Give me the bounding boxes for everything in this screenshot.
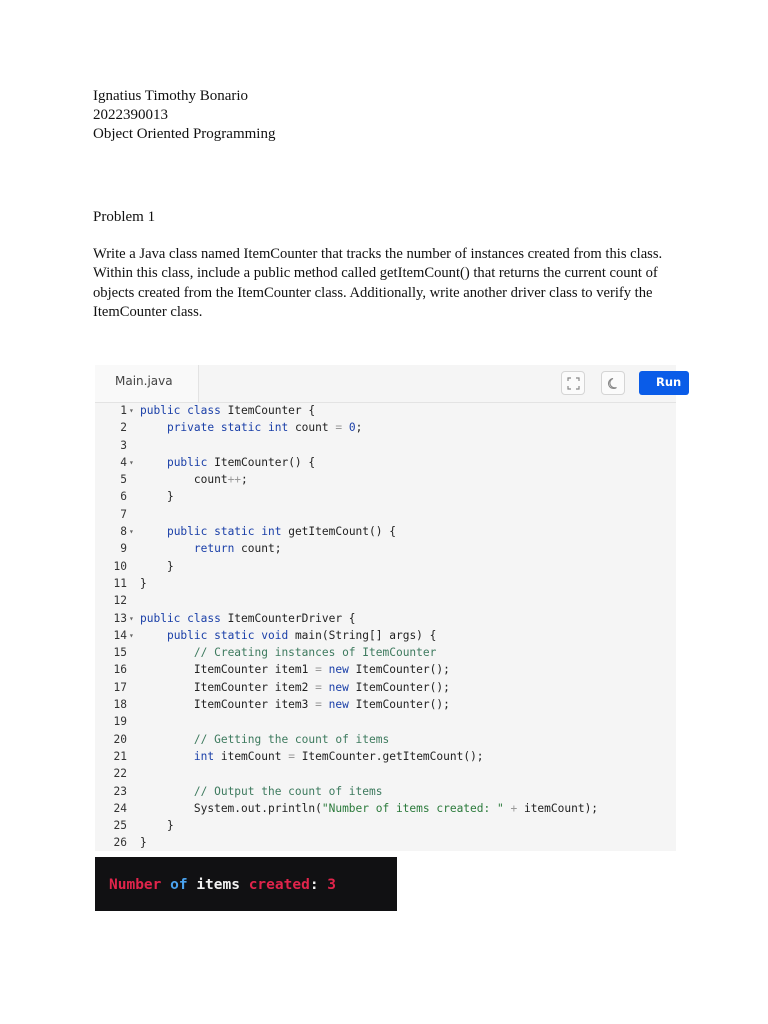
code-token: ItemCounter item1 — [140, 663, 316, 677]
code-token: ItemCounter.getItemCount(); — [301, 749, 484, 763]
code-token: // Getting the count of items — [193, 732, 390, 746]
line-number: 11 — [113, 576, 127, 590]
code-token: getItemCount() { — [288, 525, 396, 539]
line-number: 9 — [120, 542, 127, 556]
code-token: return — [193, 542, 242, 556]
code-token: 0 — [348, 421, 356, 435]
file-tab-label: Main.java — [115, 374, 173, 388]
code-text — [140, 627, 436, 644]
fold-arrow-icon[interactable]: ▾ — [129, 457, 134, 467]
code-token: ItemCounter { — [227, 404, 316, 417]
code-text — [140, 610, 356, 627]
code-token: // Output the count of items — [193, 784, 383, 798]
code-text — [140, 558, 174, 575]
code-token: = — [288, 749, 302, 763]
code-editor-screenshot — [95, 365, 682, 851]
line-number: 13 — [113, 611, 127, 625]
code-token: private static int — [166, 421, 295, 435]
code-token: count; — [241, 542, 282, 556]
code-line — [95, 765, 676, 782]
line-number: 23 — [113, 784, 127, 798]
line-number: 3 — [120, 438, 127, 452]
line-number: 8 — [120, 525, 127, 539]
code-text — [140, 540, 281, 557]
course-name: Object Oriented Programming — [93, 126, 276, 142]
author-name: Ignatius Timothy Bonario — [93, 88, 249, 104]
code-token — [140, 750, 194, 763]
problem-description: Write a Java class named ItemCounter that tracks the number of instances created from this class. Within this class, include a public method called getItemCount() that returns the current count of objects created from the ItemCounter class. Additionally, write another driver class to verify the ItemCounter class. — [93, 246, 663, 320]
code-line — [95, 644, 676, 661]
code-token — [140, 646, 194, 659]
code-token: ItemCounter(); — [355, 680, 450, 694]
code-token: } — [140, 559, 174, 573]
console-token: : — [309, 877, 328, 893]
code-area[interactable] — [95, 402, 676, 852]
code-token: public static void — [166, 628, 295, 642]
code-token: ItemCounterDriver { — [227, 611, 356, 625]
console-token: of — [170, 877, 197, 893]
code-token: new — [328, 663, 356, 677]
code-token — [140, 785, 194, 798]
fullscreen-icon — [567, 377, 580, 390]
code-line — [95, 800, 676, 817]
code-line — [95, 610, 676, 627]
code-text — [140, 783, 382, 800]
code-text — [140, 748, 484, 765]
code-line — [95, 575, 676, 592]
code-token: } — [140, 490, 174, 504]
code-token — [140, 629, 167, 642]
code-token: public class — [140, 611, 228, 625]
student-id: 2022390013 — [93, 107, 168, 123]
fullscreen-button[interactable] — [561, 371, 585, 395]
code-line — [95, 661, 676, 678]
code-token: new — [328, 680, 356, 694]
code-line — [95, 817, 676, 834]
code-line — [95, 748, 676, 765]
code-line — [95, 713, 676, 730]
document-header — [93, 87, 275, 144]
code-token: ; — [355, 421, 363, 435]
console-token: created — [248, 877, 310, 893]
run-button[interactable] — [639, 371, 689, 395]
code-text — [140, 800, 598, 817]
code-line — [95, 402, 676, 419]
fold-arrow-icon[interactable]: ▾ — [129, 406, 134, 415]
line-number: 4 — [120, 455, 127, 469]
console-output-text — [109, 877, 336, 893]
line-number: 14 — [113, 628, 127, 642]
code-line — [95, 488, 676, 505]
code-text — [140, 488, 174, 505]
code-token: itemCount); — [523, 801, 599, 815]
code-token: } — [140, 836, 147, 850]
code-token: ItemCounter() { — [214, 455, 316, 469]
code-line — [95, 627, 676, 644]
code-line — [95, 454, 676, 471]
line-number: 25 — [113, 819, 127, 833]
code-text — [140, 523, 396, 540]
code-token: + — [510, 801, 524, 815]
code-text — [140, 817, 174, 834]
code-line — [95, 558, 676, 575]
code-token: count — [140, 473, 228, 487]
editor-toolbar — [95, 365, 682, 403]
code-text — [140, 644, 436, 661]
code-line — [95, 731, 676, 748]
console-token: items — [196, 877, 249, 893]
code-line — [95, 834, 676, 851]
code-line — [95, 419, 676, 436]
code-token — [140, 421, 167, 434]
code-token — [140, 525, 167, 538]
code-token: } — [140, 576, 147, 590]
line-number: 16 — [113, 663, 127, 677]
problem-title: Problem 1 — [93, 209, 156, 225]
code-text — [140, 419, 362, 436]
code-token: System.out.println( — [140, 801, 322, 815]
code-line — [95, 679, 676, 696]
line-number: 19 — [113, 715, 127, 729]
console-token: 3 — [327, 877, 337, 893]
dark-mode-icon — [607, 377, 620, 390]
file-tab[interactable] — [95, 365, 199, 402]
line-number: 24 — [113, 801, 127, 815]
code-token: = — [315, 698, 329, 712]
code-token: // Creating instances of ItemCounter — [193, 646, 437, 660]
fold-arrow-icon[interactable]: ▾ — [129, 527, 134, 537]
code-text — [140, 731, 389, 748]
fold-arrow-icon[interactable]: ▾ — [129, 613, 134, 623]
code-text — [140, 834, 147, 851]
code-token — [140, 456, 167, 469]
code-token: ItemCounter(); — [355, 698, 450, 712]
code-token: main(String[] args) { — [294, 628, 437, 642]
theme-toggle-button[interactable] — [601, 371, 625, 395]
line-number: 2 — [120, 421, 127, 435]
code-token: = — [335, 421, 349, 435]
line-number: 5 — [120, 473, 127, 487]
line-number: 12 — [113, 594, 127, 608]
code-line — [95, 506, 676, 523]
code-text — [140, 696, 450, 713]
code-text — [140, 402, 315, 419]
line-number: 20 — [113, 732, 127, 746]
code-token: new — [328, 698, 356, 712]
line-number: 6 — [120, 490, 127, 504]
code-token: ItemCounter(); — [355, 663, 450, 677]
code-token: ItemCounter item3 — [140, 698, 316, 712]
line-number: 21 — [113, 749, 127, 763]
line-number: 10 — [113, 559, 127, 573]
code-token: = — [315, 680, 329, 694]
code-token: ItemCounter item2 — [140, 680, 316, 694]
line-number: 17 — [113, 680, 127, 694]
code-line — [95, 592, 676, 609]
code-token: public class — [140, 404, 228, 417]
code-token: int — [193, 749, 221, 763]
code-text — [140, 661, 450, 678]
code-token: itemCount — [220, 749, 289, 763]
fold-arrow-icon[interactable]: ▾ — [129, 630, 134, 640]
code-token: } — [140, 819, 174, 833]
code-text — [140, 454, 315, 471]
code-text — [140, 575, 147, 592]
code-line — [95, 783, 676, 800]
code-text — [140, 471, 248, 488]
code-text — [140, 679, 450, 696]
run-button-label: Run — [656, 375, 682, 389]
line-number: 15 — [113, 646, 127, 660]
line-number: 7 — [120, 507, 127, 521]
code-line — [95, 540, 676, 557]
code-line — [95, 471, 676, 488]
line-number: 22 — [113, 767, 127, 781]
code-token: ; — [241, 473, 248, 487]
code-token: = — [315, 663, 329, 677]
code-line — [95, 523, 676, 540]
line-number: 26 — [113, 836, 127, 850]
code-line — [95, 696, 676, 713]
line-number: 18 — [113, 698, 127, 712]
code-token — [140, 733, 194, 746]
code-token: ++ — [227, 473, 242, 487]
line-number: 1 — [120, 404, 127, 417]
code-token: count — [294, 421, 336, 435]
code-token: public — [166, 455, 215, 469]
code-token: "Number of items created: " — [321, 801, 504, 815]
code-token — [140, 542, 194, 555]
code-line — [95, 437, 676, 454]
console-output — [95, 857, 397, 911]
console-token: Number — [109, 877, 171, 893]
code-token: public static int — [166, 525, 289, 539]
